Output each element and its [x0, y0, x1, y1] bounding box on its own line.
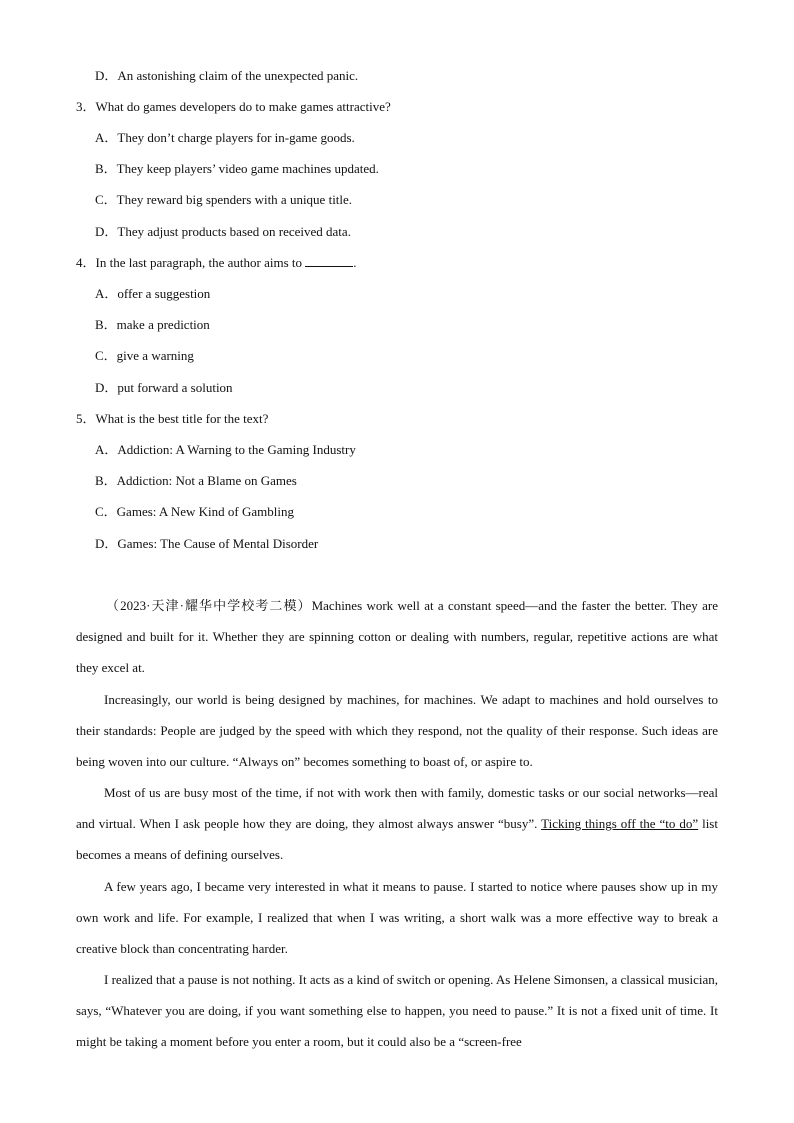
paragraph-3-text: Most of us are busy most of the time, if not with work then with family, domestic tasks or our social networks—real and virtual. When I ask people how they are doing, they almost always answer “busy”.: [76, 785, 718, 832]
q5-stem: 5．What is the best title for the text?: [76, 411, 269, 426]
passage-paragraph-5: I realized that a pause is not nothing. It acts as a kind of switch or opening. As Helene Simonsen, a classical musician, says, “Whatever you are doing, if you want something else to happen, you need to pause.” It is not a fixed unit of time. It might be taking a moment before you enter a room, but it could also be a “screen-free: [76, 972, 718, 1050]
q4-option-c: C．give a warning: [95, 348, 194, 363]
answer-blank: [305, 255, 353, 267]
q5-option-a: A．Addiction: A Warning to the Gaming Industry: [95, 442, 356, 457]
underlined-phrase: Ticking things off the “to do”: [541, 816, 699, 832]
q5-option-c: C．Games: A New Kind of Gambling: [95, 504, 294, 519]
q4-option-a: A．offer a suggestion: [95, 286, 211, 301]
q4-option-d: D．put forward a solution: [95, 380, 233, 395]
q3-option-a: A．They don’t charge players for in-game goods.: [95, 130, 355, 145]
q3-option-d: D．They adjust products based on received data.: [95, 224, 351, 239]
q5-option-d: D．Games: The Cause of Mental Disorder: [95, 536, 319, 551]
q3-stem: 3．What do games developers do to make games attractive?: [76, 99, 391, 114]
q3-option-c: C．They reward big spenders with a unique title.: [95, 192, 353, 207]
q3-option-b: B．They keep players’ video game machines updated.: [95, 161, 379, 176]
passage-paragraph-4: A few years ago, I became very interested in what it means to pause. I started to notice where pauses show up in my own work and life. For example, I realized that when I was writing, a short walk was a more effective way to break a creative block than concentrating harder.: [76, 879, 718, 957]
passage-paragraph-2: Increasingly, our world is being designed by machines, for machines. We adapt to machines and hold ourselves to their standards: People are judged by the speed with which they respond, not the quality of their response. Such ideas are being woven into our culture. “Always on” becomes something to boast of, or aspire to.: [76, 692, 718, 770]
passage-paragraph-3: [76, 777, 718, 871]
q4-option-b: B．make a prediction: [95, 317, 210, 332]
q5-option-b: B．Addiction: Not a Blame on Games: [95, 473, 297, 488]
q2-option-d: D．An astonishing claim of the unexpected panic.: [95, 68, 359, 83]
q4-stem-text: 4．In the last paragraph, the author aims to: [76, 255, 306, 270]
passage-paragraph-1: （2023·天津·耀华中学校考二模）Machines work well at a constant speed—and the faster the better. They are designed and built for it. Whether they are spinning cotton or dealing with numbers, regular, repetitive actions are what they excel at.: [76, 598, 718, 676]
q4-stem-end: .: [353, 255, 357, 270]
paragraph-3-end: list becomes a means of defining ourselves.: [76, 816, 718, 863]
q4-stem: [76, 255, 357, 271]
